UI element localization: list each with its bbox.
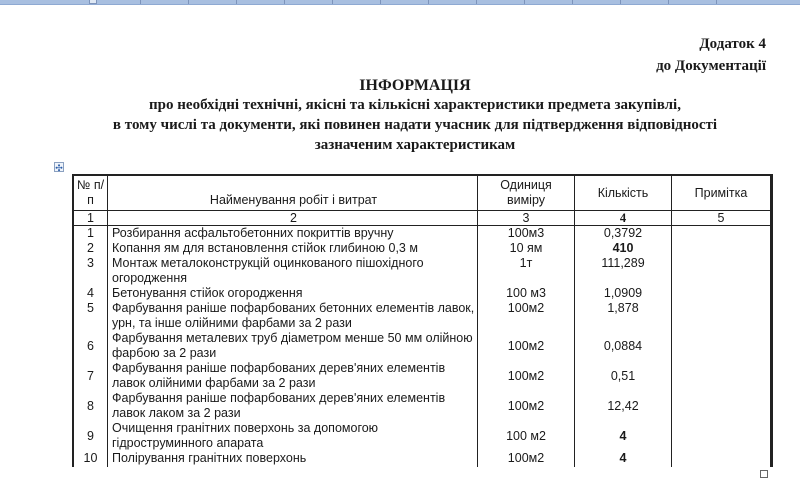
table-header-row [73,175,772,211]
row-note[interactable] [672,331,772,361]
row-note[interactable] [672,226,772,242]
row-unit[interactable]: 100м2 [478,361,575,391]
row-unit[interactable]: 100м2 [478,331,575,361]
row-number: 10 [73,451,108,467]
row-quantity[interactable]: 12,42 [575,391,672,421]
ruler-tick [524,0,525,4]
row-name[interactable]: Полірування гранітних поверхонь [108,451,478,467]
document-subtitle-line-3: зазначеним характеристикам [314,137,516,153]
row-number: 7 [73,361,108,391]
index-cell: 1 [73,211,108,226]
header-name: Найменування робіт і витрат [108,175,478,211]
row-quantity[interactable]: 1,0909 [575,286,672,301]
row-name[interactable]: Фарбування раніше пофарбованих бетонних елементів лавок, урн, та інше олійними фарбами за 2 рази [108,301,478,331]
table-resize-handle[interactable] [760,470,768,478]
row-name[interactable]: Бетонування стійок огородження [108,286,478,301]
row-note[interactable] [672,361,772,391]
row-name[interactable]: Фарбування раніше пофарбованих дерев'яних елементів лавок лаком за 2 рази [108,391,478,421]
ruler-tick [716,0,717,4]
ruler-tick [668,0,669,4]
row-number: 6 [73,331,108,361]
table-move-handle-icon[interactable]: ✣ [55,163,63,173]
row-quantity[interactable]: 111,289 [575,256,672,286]
ruler-tick [284,0,285,4]
row-unit[interactable]: 100м2 [478,301,575,331]
row-quantity[interactable]: 0,0884 [575,331,672,361]
row-quantity[interactable]: 4 [575,451,672,467]
ruler-tick [380,0,381,4]
row-note[interactable] [672,241,772,256]
header-note: Примітка [672,175,772,211]
table-row [73,256,772,286]
ruler-tick [188,0,189,4]
row-unit[interactable]: 10 ям [478,241,575,256]
index-cell: 2 [108,211,478,226]
row-unit[interactable]: 100м3 [478,226,575,242]
table-row [73,421,772,451]
table-row [73,226,772,242]
table-row [73,301,772,331]
row-quantity[interactable]: 1,878 [575,301,672,331]
table-row [73,391,772,421]
ruler-tick [140,0,141,4]
header-number: № п/п [73,175,108,211]
row-number: 9 [73,421,108,451]
row-note[interactable] [672,391,772,421]
table-row [73,451,772,467]
ruler-tick [428,0,429,4]
row-unit[interactable]: 100м2 [478,391,575,421]
row-number: 8 [73,391,108,421]
row-name[interactable]: Розбирання асфальтобетонних покриттів вручну [108,226,478,242]
row-unit[interactable]: 1т [478,256,575,286]
row-note[interactable] [672,256,772,286]
row-name[interactable]: Фарбування металевих труб діаметром менше 50 мм олійною фарбою за 2 рази [108,331,478,361]
row-name[interactable]: Копання ям для встановлення стійок глибиною 0,3 м [108,241,478,256]
table-row [73,241,772,256]
ruler-indent-marker[interactable] [89,0,97,4]
row-note[interactable] [672,286,772,301]
row-quantity[interactable]: 410 [575,241,672,256]
header-quantity: Кількість [575,175,672,211]
table-row [73,286,772,301]
ruler-tick [620,0,621,4]
index-cell: 3 [478,211,575,226]
ruler-tick [572,0,573,4]
document-subtitle-line-2: в тому числі та документи, які повинен надати учасник для підтвердження відповідності [112,117,718,133]
header-unit: Одиниця виміру [478,175,575,211]
column-index-row [73,211,772,226]
row-number: 3 [73,256,108,286]
row-note[interactable] [672,301,772,331]
row-name[interactable]: Очищення гранітних поверхонь за допомогою гідроструминного апарата [108,421,478,451]
row-unit[interactable]: 100 м2 [478,421,575,451]
row-name[interactable]: Фарбування раніше пофарбованих дерев'яних елементів лавок олійними фарбами за 2 рази [108,361,478,391]
appendix-number: Додаток 4 [699,36,766,52]
ruler-tick [332,0,333,4]
row-number: 5 [73,301,108,331]
specification-table [72,174,773,467]
index-cell: 5 [672,211,772,226]
ruler-tick [476,0,477,4]
document-title: ІНФОРМАЦІЯ [359,77,471,94]
index-cell: 4 [575,211,672,226]
appendix-reference: до Документації [656,58,766,74]
document-subtitle-line-1: про необхідні технічні, якісні та кількісні характеристики предмета закупівлі, [149,97,681,113]
horizontal-ruler[interactable] [0,0,800,5]
row-number: 1 [73,226,108,242]
row-name[interactable]: Монтаж металоконструкцій оцинкованого пішохідного огородження [108,256,478,286]
table-row [73,361,772,391]
row-number: 4 [73,286,108,301]
row-note[interactable] [672,421,772,451]
row-quantity[interactable]: 0,3792 [575,226,672,242]
row-number: 2 [73,241,108,256]
row-quantity[interactable]: 4 [575,421,672,451]
table-row [73,331,772,361]
ruler-tick [236,0,237,4]
row-unit[interactable]: 100 м3 [478,286,575,301]
row-quantity[interactable]: 0,51 [575,361,672,391]
row-note[interactable] [672,451,772,467]
row-unit[interactable]: 100м2 [478,451,575,467]
